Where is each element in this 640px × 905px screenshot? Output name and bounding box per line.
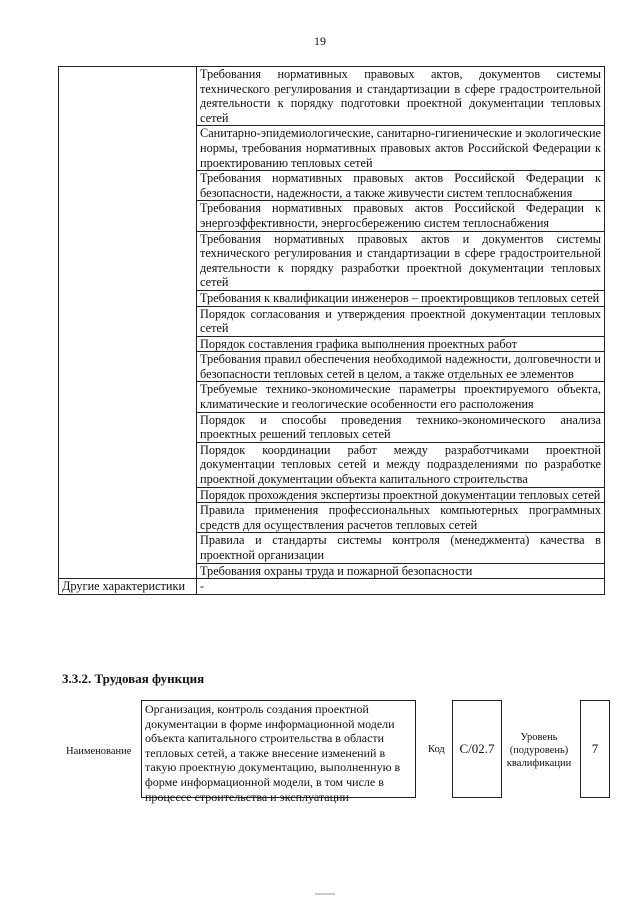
requirement-item: Порядок прохождения экспертизы проектной документации тепловых сетей [197, 487, 605, 503]
requirements-table [58, 66, 605, 595]
requirement-item: Требования правил обеспечения необходимой надежности, долговечности и безопасности тепловых сетей в целом, а также отдельных ее элементов [197, 352, 605, 382]
scan-artifact [315, 893, 335, 895]
requirement-item: Санитарно-эпидемиологические, санитарно-гигиенические и экологические нормы, требования нормативных правовых актов Российской Федерации к проектированию тепловых сетей [197, 126, 605, 171]
requirement-item: Требования нормативных правовых актов Российской Федерации к энергоэффективности, энергосбережению систем теплоснабжения [197, 201, 605, 231]
requirement-item: Требования нормативных правовых актов, документов системы технического регулирования и стандартизации в сфере градостроительной деятельности к порядку подготовки проектной документации тепловых сетей [197, 67, 605, 126]
function-name-box: Организация, контроль создания проектной документации в форме информационной модели объекта капитального строительства в области тепловых сетей, а также внесение изменений в такую проектную документацию, выполненную в форме информационной модели, в том числе в процессе строительства и эксплуатации [141, 700, 416, 798]
table-row [59, 67, 605, 126]
requirement-item: Требуемые технико-экономические параметры проектируемого объекта, климатические и геологические особенности его расположения [197, 382, 605, 412]
name-label: Наименование [66, 746, 132, 757]
other-characteristics-label: Другие характеристики [59, 579, 197, 595]
requirement-item: Порядок координации работ между разработчиками проектной документации тепловых сетей и между подразделениями по разработке проектной документации объекта капитального строительства [197, 442, 605, 487]
requirement-item: Порядок составления графика выполнения проектных работ [197, 336, 605, 352]
requirement-item: Требования нормативных правовых актов Российской Федерации к безопасности, надежности, а также живучести систем теплоснабжения [197, 171, 605, 201]
requirement-item: Требования охраны труда и пожарной безопасности [197, 563, 605, 579]
page-number: 19 [314, 34, 326, 48]
qualification-level-box [580, 700, 610, 798]
section-heading: 3.3.2. Трудовая функция [62, 671, 205, 686]
code-value: C/02.7 [459, 741, 495, 756]
table-row [59, 579, 605, 595]
code-box [452, 700, 502, 798]
qualification-level-label: Уровень (подуровень) квалификации [506, 732, 572, 769]
code-label: Код [428, 744, 445, 755]
requirement-item: Порядок согласования и утверждения проектной документации тепловых сетей [197, 306, 605, 336]
labor-function-block [62, 700, 612, 804]
requirement-item: Требования к квалификации инженеров – проектировщиков тепловых сетей [197, 290, 605, 306]
qualification-level-value: 7 [591, 741, 599, 756]
requirement-item: Правила применения профессиональных компьютерных программных средств для осуществления расчетов тепловых сетей [197, 503, 605, 533]
empty-label-cell [59, 67, 197, 579]
requirement-item: Требования нормативных правовых актов и документов системы технического регулирования и стандартизации в сфере градостроительной деятельности к порядку разработки проектной документации тепловых сетей [197, 231, 605, 290]
requirement-item: Правила и стандарты системы контроля (менеджмента) качества в проектной организации [197, 533, 605, 563]
other-characteristics-value: - [197, 579, 605, 595]
requirement-item: Порядок и способы проведения технико-экономического анализа проектных решений тепловых сетей [197, 412, 605, 442]
